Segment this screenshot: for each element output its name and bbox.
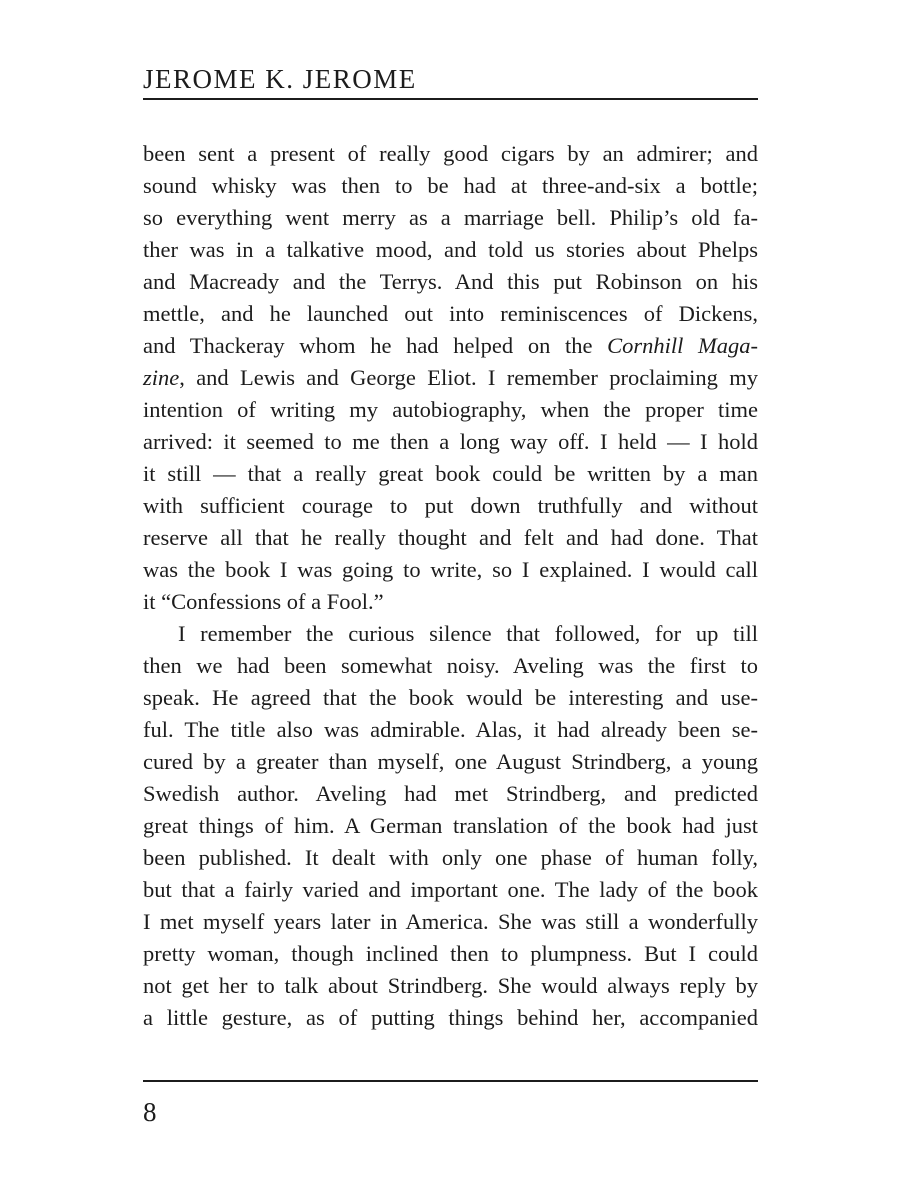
text-line bbox=[143, 362, 758, 394]
italic-title: Cornhill Maga- bbox=[607, 333, 758, 358]
text-line: cured by a greater than myself, one August Strindberg, a young bbox=[143, 749, 758, 774]
text-line: and Macready and the Terrys. And this put Robinson on his bbox=[143, 269, 758, 294]
running-title: JEROME K. JEROME bbox=[143, 64, 417, 94]
text-line: ful. The title also was admirable. Alas, it had already been se- bbox=[143, 717, 758, 742]
text-line: then we had been somewhat noisy. Aveling was the first to bbox=[143, 653, 758, 678]
text-segment: , and Lewis and George Eliot. I remember proclaiming my bbox=[179, 365, 758, 390]
page-number: 8 bbox=[143, 1097, 157, 1127]
text-line: mettle, and he launched out into reminiscences of Dickens, bbox=[143, 301, 758, 326]
text-line: it still — that a really great book could be written by a man bbox=[143, 461, 758, 486]
text-line: but that a fairly varied and important one. The lady of the book bbox=[143, 877, 758, 902]
text-line: reserve all that he really thought and felt and had done. That bbox=[143, 525, 758, 550]
text-line: I met myself years later in America. She was still a wonderfully bbox=[143, 909, 758, 934]
text-line: a little gesture, as of putting things behind her, accompanied bbox=[143, 1005, 758, 1030]
text-line: was the book I was going to write, so I explained. I would call bbox=[143, 557, 758, 582]
text-line: pretty woman, though inclined then to plumpness. But I could bbox=[143, 941, 758, 966]
text-line: Swedish author. Aveling had met Strindberg, and predicted bbox=[143, 781, 758, 806]
text-line: great things of him. A German translation of the book had just bbox=[143, 813, 758, 838]
text-line: speak. He agreed that the book would be interesting and use- bbox=[143, 685, 758, 710]
text-line: so everything went merry as a marriage bell. Philip’s old fa- bbox=[143, 205, 758, 230]
italic-title: zine bbox=[143, 365, 180, 390]
text-line: been published. It dealt with only one phase of human folly, bbox=[143, 845, 758, 870]
text-line: I remember the curious silence that followed, for up till bbox=[178, 621, 758, 646]
text-line: been sent a present of really good cigars by an admirer; and bbox=[143, 141, 758, 166]
text-line: with sufficient courage to put down truthfully and without bbox=[143, 493, 758, 518]
text-line: sound whisky was then to be had at three-and-six a bottle; bbox=[143, 173, 758, 198]
footer-rule bbox=[143, 1080, 758, 1082]
text-line: not get her to talk about Strindberg. She would always reply by bbox=[143, 973, 758, 998]
text-segment: and Thackeray whom he had helped on the bbox=[143, 333, 608, 358]
running-header bbox=[143, 60, 758, 100]
text-line: it “Confessions of a Fool.” bbox=[143, 589, 384, 614]
text-line bbox=[143, 330, 758, 362]
text-line: intention of writing my autobiography, when the proper time bbox=[143, 397, 758, 422]
text-line: arrived: it seemed to me then a long way off. I held — I hold bbox=[143, 429, 758, 454]
text-line: ther was in a talkative mood, and told us stories about Phelps bbox=[143, 237, 758, 262]
body-text bbox=[143, 138, 758, 1034]
